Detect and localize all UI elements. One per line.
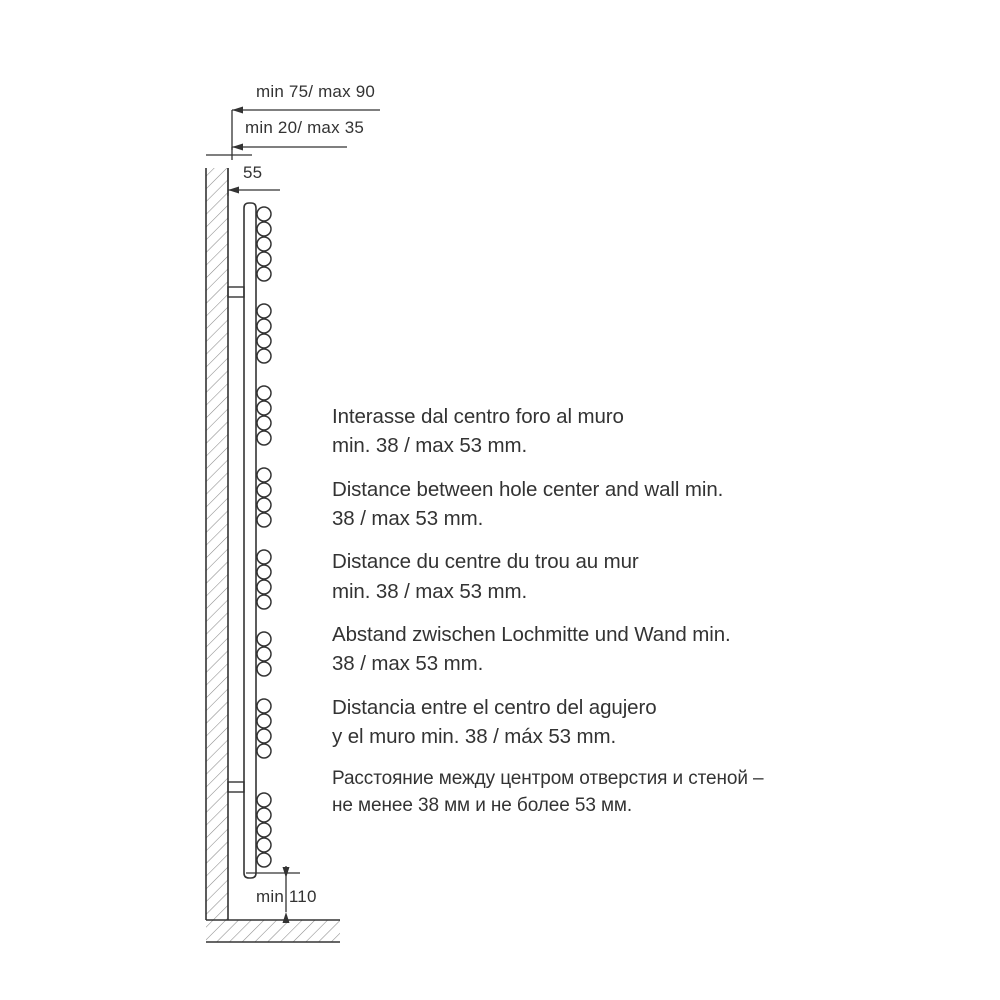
- note-spanish: [332, 693, 852, 752]
- note-italian-line-1: Interasse dal centro foro al muro: [332, 405, 624, 428]
- note-russian-line-1: Расстояние между центром отверстия и стеной –: [332, 768, 764, 790]
- note-spanish-line-2: y el muro min. 38 / máx 53 mm.: [332, 724, 617, 748]
- dimension-label-110: min 110: [256, 887, 317, 906]
- note-italian: [332, 402, 852, 461]
- note-english: [332, 475, 852, 534]
- note-french: [332, 547, 852, 606]
- note-german-line-2: 38 / max 53 mm.: [332, 652, 484, 676]
- wall-bracket-upper: [228, 287, 244, 297]
- note-french-line-2: min. 38 / max 53 mm.: [332, 579, 528, 603]
- note-german-line-1: Abstand zwischen Lochmitte und Wand min.: [332, 622, 731, 646]
- radiator-body: [244, 203, 256, 878]
- floor-horizontal: [206, 920, 340, 942]
- note-italian-line-2: min. 38 / max 53 mm.: [332, 434, 528, 458]
- note-spanish-line-1: Distancia entre el centro del agujero: [332, 695, 657, 719]
- note-russian-line-2: не менее 38 мм и не более 53 мм.: [332, 795, 633, 817]
- note-german: [332, 620, 852, 679]
- notes-block: [332, 402, 852, 833]
- dimension-label-55: 55: [243, 163, 263, 182]
- radiator-tube-rings: [257, 207, 271, 867]
- wall-vertical: [206, 168, 228, 920]
- note-english-line-2: 38 / max 53 mm.: [332, 506, 484, 530]
- note-french-line-1: Distance du centre du trou au mur: [332, 550, 639, 574]
- note-english-line-1: Distance between hole center and wall min.: [332, 477, 724, 501]
- dimension-label-75-90: min 75/ max 90: [256, 82, 376, 101]
- wall-bracket-lower: [228, 782, 244, 792]
- dimension-label-20-35: min 20/ max 35: [245, 118, 365, 137]
- dimension-line-20-35: [206, 144, 347, 161]
- note-russian: [332, 765, 852, 819]
